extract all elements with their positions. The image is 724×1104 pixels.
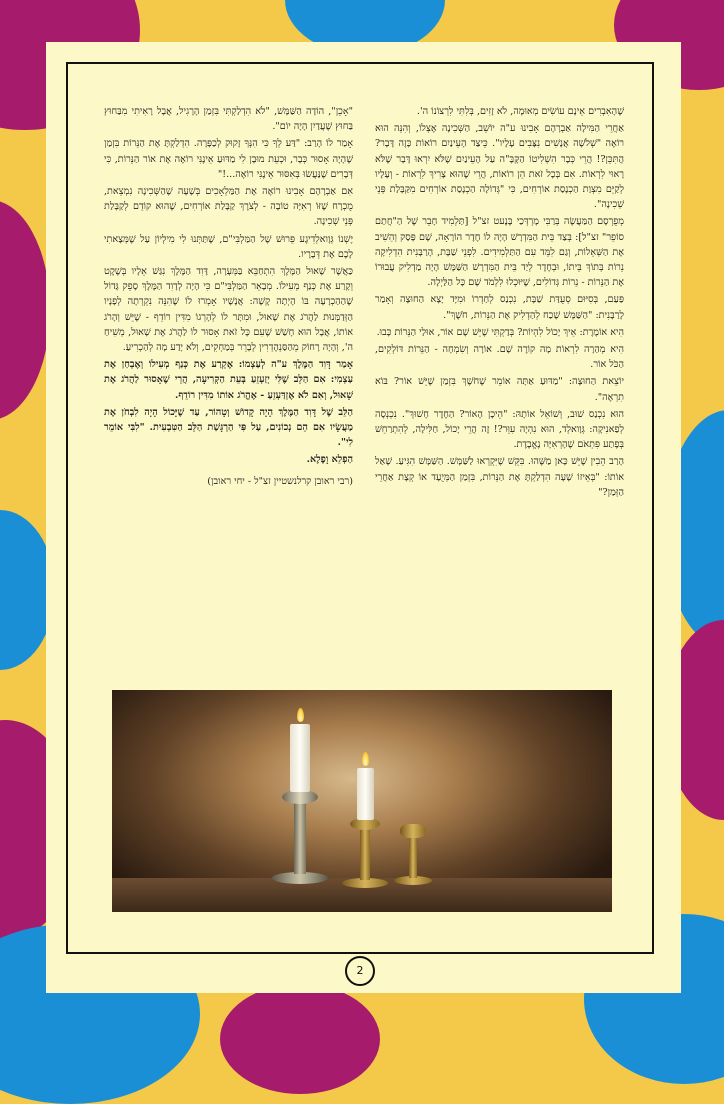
paragraph: "אָכֵן", הוֹדָה הַשַּׁמָּשׁ, "לֹא הִדְלַקְתִּי בִּזְמַן הָרָגִיל, אֲבָל רָאִיתִי מִבַּחוּץ בַּחוּץ שֶׁעֲדַיִן הָיָה יוֹם". <box>104 106 353 133</box>
paragraph: הָרַב הֵבִין שֶׁיֵּשׁ כָּאן מַשֶּׁהוּ. בִּקֵּשׁ שֶׁיִּקְרְאוּ לַשַּׁמָּשׁ. הַשַּׁמָּשׁ הִגִּיעַ. שָׁאַל אוֹתוֹ: "בְּאֵיזוֹ שָׁעָה הִדְלַקְתָּ אֶת הַנֵּרוֹת, בִּזְמַן הַמְּיֻעָד אוֹ קְצָת אַחֲרֵי הַזְּמַן?" <box>375 456 624 498</box>
candlestick-stem <box>360 828 370 880</box>
paragraph: אַחֲרֵי הַמִּילָה אַבְרָהָם אָבִינוּ ע"ה יוֹשֵׁב, הַשְּׁכִינָה אֶצְלוֹ, וְהִנֵּה הוּא רוֹאֶה "שְׁלֹשָׁה אֲנָשִׁים נִצָּבִים עָלָיו". כֵּיצַד הָעֵינַיִם רוֹאוֹת כָּזֶה דָּבָר? הֲתִּכֵּן?! הֲרֵי כְּבָר הִשְׁלִיטוֹ הַקָּבָּ"ה עַל הָעֵינַיִם שֶׁלֹּא יִרְאוּ דָּבָר שֶׁלֹּא רָאוּי לִרְאוֹת. אִם בְּכָל זֹאת הֵן רוֹאוֹת, הֲרֵי שֶׁהוּא צָרִיךְ לִרְאוֹת - וְעָלָיו לְקַיֵּם מִצְוַת הַכְנָסַת אוֹרְחִים, כִּי "גְּדוֹלָה הַכְנָסַת אוֹרְחִים מִקַּבָּלַת פְּנֵי שְׁכִינָה". <box>375 123 624 211</box>
author-credit: (רבי ראובן קרלנשטיין זצ"ל - יחי ראובן) <box>207 475 353 487</box>
paragraph: יוֹצֵאת הַחוּצָה: "מַדּוּעַ אַתָּה אוֹמֵר שֶׁחֹשֶׁךְ בִּזְמַן שֶׁיֵּשׁ אוֹר? בּוֹא תִרְאֶה". <box>375 376 624 403</box>
paragraph: שֶׁהָאִבְרִים אֵינָם עוֹשִׂים מְאוּמָה, לֹא זָזִים, בְּלִתִּי לִרְצוֹנוֹ ה'. <box>416 106 624 117</box>
flame-icon <box>362 752 369 766</box>
decorative-blob-magenta <box>220 984 380 1094</box>
paragraph: הִיא אוֹמֶרֶת: אֵיךְ יָכוֹל לִהְיוֹת? בְּדַקְתִּי שֶׁיֵּשׁ שָׁם אוֹר, אוּלַי הַנֵּרוֹת כָּבוּ. <box>376 326 624 338</box>
candlestick-stem <box>409 836 417 878</box>
left-column <box>104 104 353 679</box>
candlestick-cup <box>282 790 318 804</box>
bold-paragraph: אָמַר דָּוִד הַמֶּלֶךְ ע"ה לְעַצְמוֹ: אֶקְרַע אֶת כְּנַף מְעִילוֹ וְאֶבְחַן אֶת עַצְמִי: אִם הַלֵּב שֶׁלִּי יְזַעְזֵעַ בְּעֵת הַקְּרִיעָה, הֲרֵי שֶׁאָסוּר לַהֲרֹג אֶת שָׁאוּל, וְאִם לֹא אֶזְדַּעְזֵעַ - אֶהֱרֹג אוֹתוֹ מִדִּין רוֹדֵף. <box>104 359 353 401</box>
candles-photo <box>112 690 612 912</box>
bold-paragraph: הַלֵּב שֶׁל דָּוִד הַמֶּלֶךְ הָיָה קָדוֹשׁ וְטָהוֹר, עַד שֶׁיָּכוֹל הָיָה לִבְחֹן אֶת מַעֲשָׂיו אִם הֵם נְכוֹנִים, עַל פִּי הַרְגָּשַׁת הַלֵּב הַטִּבְעִית. "לִבִּי אוֹמֵר לִי". <box>104 406 353 449</box>
flame-icon <box>297 708 304 722</box>
paragraph: פַּעַם, בְּסִיּוּם סְעֻדַּת שַׁבָּת, נִכְנַס לְחַדְרוֹ וּמִיָּד יָצָא הַחוּצָה וְאָמַר לָרַבָּנִית: "הַשַּׁמָּשׁ שָׁכַח לְהַדְלִיק אֶת הַנֵּרוֹת, חֹשֶׁךְ". <box>375 294 624 321</box>
paragraph: אָמַר לוֹ הָרַב: "דַּע לְךָ כִּי הִנְּךָ זָקוּק לְכַפָּרָה. הִדְלַקְתָּ אֶת הַנֵּרוֹת בִּזְמַן שֶׁהָיָה אָסוּר כְּבָר, וּכְעֵת מוּבָן לִי מַדּוּעַ אֵינֶנִּי רוֹאֶה אֶת אוֹר הַנֵּרוֹת, כִּי דְּבָרִים שֶׁנַּעֲשׂוּ בְּאִסּוּר אֵינֶנִּי רוֹאֶה...!" <box>104 138 353 180</box>
right-column <box>375 104 624 679</box>
paragraph: הוּא נִכְנַס שׁוּב, וְשׁוֹאֵל אוֹתָהּ: "הֵיכָן הָאוֹר? הַחֶדֶר חָשׁוּךְ". נִכְנְסָה לְפַאנִיקָה: גְּוָואלְד, הוּא נִהְיָה עִוֵּר?! זֶה הֲרֵי יָכוֹל, חַלִּילָה, לְהִתְרַחֵשׁ בְּפֶתַע פִּתְאֹם שֶׁהָרְאִיָּה נֶאֱבֶדֶת. <box>375 408 624 451</box>
bold-paragraph: הַפְלֵא וָפֶלֶא. <box>306 454 353 466</box>
paragraph: מְפֻרְסָם הַמַּעֲשֶׂה בְּרַבִּי מָרְדְּכַי בֶּנֶעט זצ"ל [תַּלְמִיד חָבֵר שֶׁל הַ"חֲתַם סוֹפֵר" זצ"ל]: בְּצַד בֵּית הַמִּדְרָשׁ הָיָה לוֹ חֶדֶר הוֹרָאָה, שָׁם פָּסַק וְהֵשִׁיב אֶת הַשְּׁאֵלוֹת, וְגַם לִמֵּד עִם הַתַּלְמִידִים. לִפְנֵי שַׁבָּת, הָרַבָּנִית הִדְלִיקָה נֵרוֹת בְּתוֹךְ בֵּיתוֹ, וּבְחֶדֶר לְיַד בֵּית הַמִּדְרָשׁ הַשַּׁמָּשׁ הָיָה מַדְלִיק עֲבוּרוֹ אֶת הַנֵּרוֹת - נֵרוֹת גְּדוֹלִים, שֶׁיּוּכְלוּ לִלְמֹד שָׁם כָּל הַלַּיְלָה. <box>375 216 624 289</box>
paragraph: כַּאֲשֶׁר שָׁאוּל הַמֶּלֶךְ הִתְחַבֵּא בַּמְּעָרָה, דָּוִד הַמֶּלֶךְ נִגַּשׁ אֵלָיו בְּשֶׁקֶט וְקָרַע אֶת כְּנַף מְעִילוֹ. מְבָאֵר הַמַּלְבִּי"ם כִּי הָיָה לְדָוִד הַמֶּלֶךְ סָפֵק גָּדוֹל שֶׁהַהַכְרָעָה בּוֹ הָיְתָה קָשָׁה: אֲנָשָׁיו אָמְרוּ לוֹ שֶׁהִנֵּה נִקְרְתָה לְפָנָיו הַזְּדַמְּנוּת לַהֲרֹג אֶת שָׁאוּל, וּמִתָּר לוֹ לְהָרְגוֹ מִדִּין רוֹדֵף - שֶׁיֵּשׁ וְהָרֹג אוֹתוֹ, אֲבָל הוּא חָשַׁשׁ שֶׁעִם כָּל זֹאת אָסוּר לוֹ לַהֲרֹג אֶת שָׁאוּל, מְשִׁיחַ ה', וְהָיָה רָחוֹק מֵהַסַּנְהֶדְרִין לְבָרֵר בְּמַחְקִים, וְלֹא יָדַע מָה לְהַכְרִיעַ. <box>104 266 353 354</box>
candlestick-cup <box>400 824 426 838</box>
decorative-blob-magenta <box>0 200 50 420</box>
candlestick-stem <box>294 802 306 874</box>
candle-icon <box>290 724 310 792</box>
paragraph: יֶשְׁנוֹ גְּוָואלְדִיגֶע פֵּרוּשׁ שֶׁל הַמַּלְבִּי"ם, שֶׁתַּתְּנוּ לִי מִילְיוֹן עַל שֶׁמְּצָאתִי לָכֶם אֶת דְּבָרָיו. <box>104 233 353 260</box>
candle-icon <box>357 768 374 820</box>
paragraph: הִיא מְהַרָה לִרְאוֹת מָה קוֹרֶה שָׁם. אוֹרָה וְשִׂמְחָה - הַנֵּרוֹת דּוֹלְקִים, הַכֹּל אוֹר. <box>375 344 624 371</box>
article-columns <box>104 104 624 679</box>
page-number: 2 <box>345 956 375 986</box>
paragraph: אִם אַבְרָהָם אָבִינוּ רוֹאֶה אֶת הַמַּלְאָכִים בְּשָׁעָה שֶׁהַשְּׁכִינָה נִמְצֵאת, מֻכְרָח שֶׁזּוֹ רְאִיָּה טוֹבָה - לְצֹרֶךְ קַבָּלַת אוֹרְחִים, שֶׁהוּא קוֹדֵם לְקַבָּלַת פְּנֵי שְׁכִינָה. <box>104 186 353 228</box>
